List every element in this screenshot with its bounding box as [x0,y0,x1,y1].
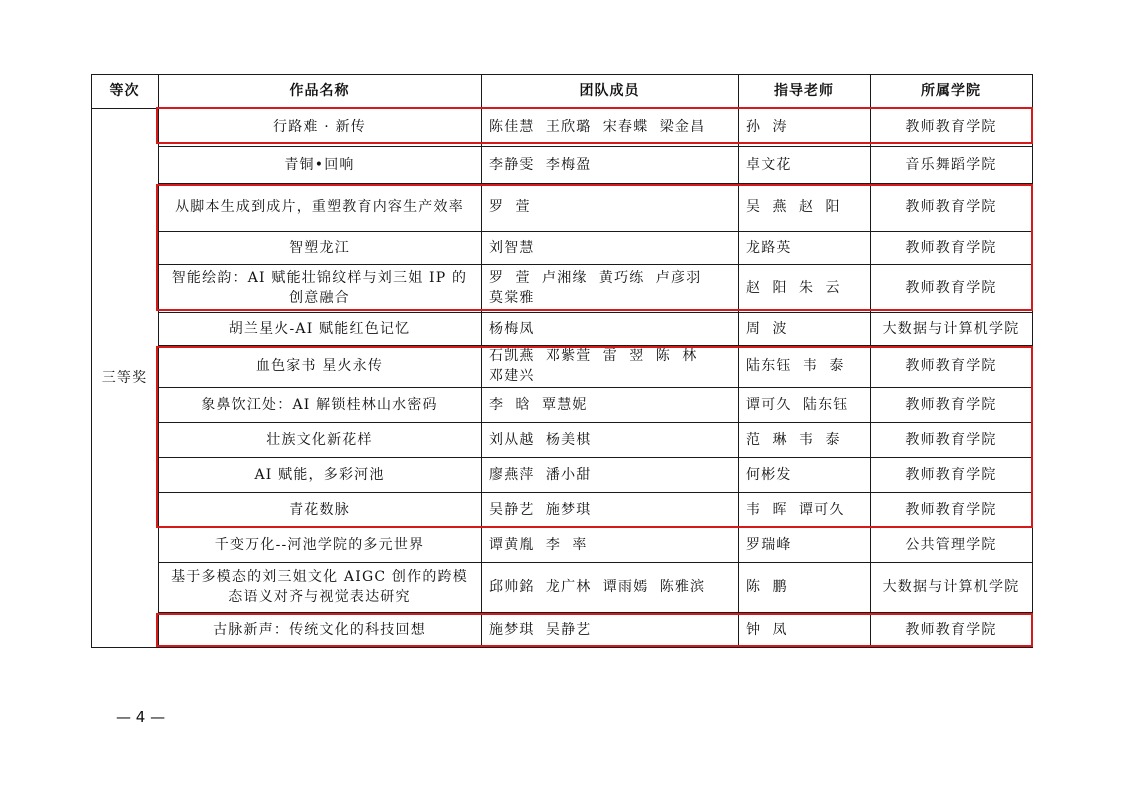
row-3-college: 教师教育学院 [905,199,997,215]
row-5-members: 罗 萱 卢湘缘 黄巧练 卢彦羽 莫棠雅 [489,270,702,306]
row-14-college: 教师教育学院 [905,621,997,638]
rank-cell: 三等奖 [101,369,148,386]
row-7-title: 血色家书 星火永传 [255,358,384,374]
row-6-title: 胡兰星火-AI 赋能红色记忆 [228,320,411,337]
header-members: 团队成员 [579,83,640,99]
header-title: 作品名称 [289,83,350,99]
row-11-college: 教师教育学院 [905,501,997,518]
row-11-title: 青花数脉 [289,501,350,518]
row-7-college: 教师教育学院 [905,358,997,374]
row-12-members: 谭黄胤 李 率 [489,536,588,553]
row-12-title: 千变万化--河池学院的多元世界 [214,536,425,553]
row-3-advisors: 吴 燕 赵 阳 [746,199,841,215]
table-border-bottom [91,647,1033,648]
row-6-advisors: 周 波 [746,320,788,337]
row-2-members: 李静雯 李梅盈 [489,156,592,173]
row-13-title: 基于多模态的刘三姐文化 AIGC 创作的跨模 态语义对齐与视觉表达研究 [171,569,468,605]
row-4-title: 智塑龙江 [289,239,350,256]
row-13-members: 邱帅銘 龙广林 谭雨嫣 陈雅滨 [489,579,706,595]
highlight-box-2 [156,184,1033,311]
row-9-college: 教师教育学院 [905,431,997,448]
row-14-members: 施梦琪 吴静艺 [489,621,592,638]
highlight-box-4 [156,613,1033,647]
row-14-advisors: 钟 凤 [746,621,788,638]
row-7-advisors: 陆东钰 韦 泰 [746,358,845,374]
row-5-advisors: 赵 阳 朱 云 [746,280,841,296]
highlight-box-3 [156,346,1033,528]
row-1-members: 陈佳慧 王欣璐 宋春蝶 梁金昌 [489,119,706,135]
row-10-advisors: 何彬发 [746,466,792,483]
row-14-title: 古脉新声：传统文化的科技回想 [213,621,426,638]
header-advisors: 指导老师 [774,83,834,99]
row-8-members: 李 晗 覃慧妮 [489,396,588,413]
row-10-title: AI 赋能，多彩河池 [254,466,385,483]
row-7-members: 石凯燕 邓紫萱 雷 翌 陈 林 邓建兴 [489,348,698,384]
row-3-title: 从脚本生成到成片，重塑教育内容生产效率 [175,199,464,215]
row-13-college: 大数据与计算机学院 [882,579,1020,595]
row-sep [158,562,1033,563]
row-8-college: 教师教育学院 [905,396,997,413]
row-sep [158,312,1033,313]
row-3-members: 罗 萱 [489,199,531,215]
row-5-college: 教师教育学院 [905,280,997,296]
row-2-advisors: 卓文花 [746,156,792,173]
header-college: 所属学院 [921,83,981,99]
row-11-members: 吴静艺 施梦琪 [489,501,592,518]
highlight-box-1 [156,107,1033,144]
row-10-members: 廖燕萍 潘小甜 [489,466,592,483]
page-number: — 4 — [116,708,166,726]
row-9-title: 壮族文化新花样 [266,431,373,448]
row-6-members: 杨梅凤 [489,320,535,337]
row-9-advisors: 范 琳 韦 泰 [746,431,841,448]
row-sep [158,146,1033,147]
row-1-college: 教师教育学院 [905,119,997,135]
row-8-title: 象鼻饮江处：AI 解锁桂林山水密码 [201,396,438,413]
row-4-members: 刘智慧 [489,239,535,256]
row-5-title: 智能绘韵：AI 赋能壮锦纹样与刘三姐 IP 的 创意融合 [171,270,468,306]
row-6-college: 大数据与计算机学院 [882,320,1020,337]
row-1-advisors: 孙 涛 [746,119,788,135]
row-4-college: 教师教育学院 [905,239,997,256]
row-12-advisors: 罗瑞峰 [746,536,792,553]
row-9-members: 刘从越 杨美棋 [489,431,592,448]
row-12-college: 公共管理学院 [905,536,997,553]
row-2-title: 青铜•回响 [284,156,355,173]
row-4-advisors: 龙路英 [746,239,792,256]
row-11-advisors: 韦 晖 谭可久 [746,501,845,518]
row-2-college: 音乐舞蹈学院 [905,156,997,173]
row-8-advisors: 谭可久 陆东钰 [746,396,849,413]
table-border-top [91,74,1033,75]
row-1-title: 行路难 · 新传 [273,119,366,135]
table-border-left [91,74,92,648]
row-13-advisors: 陈 鹏 [746,579,788,595]
row-10-college: 教师教育学院 [905,466,997,483]
header-rank: 等次 [109,83,140,99]
